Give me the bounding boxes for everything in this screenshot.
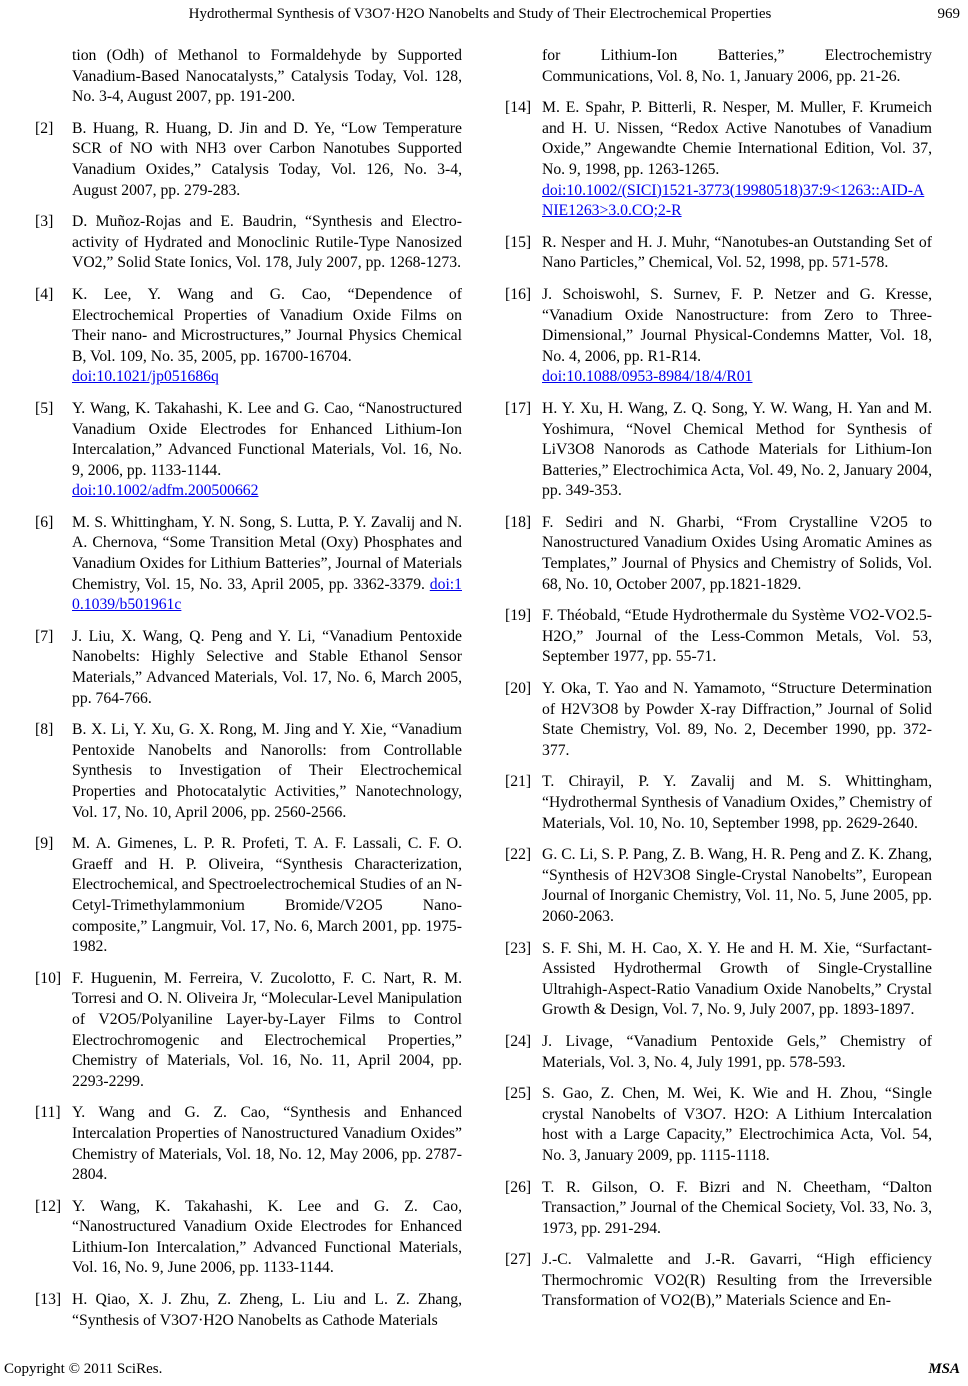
reference-number: [22]	[505, 846, 532, 864]
reference-number: [27]	[505, 1251, 532, 1269]
reference-text: J. Schoiswohl, S. Surnev, F. P. Netzer and G. Kresse, “Vanadium Oxide Nanostructure: from Zero to Three-Dimensional,” Journal Physical-Condemns Matter, Vol. 18, No. 4, 2006, pp. R1-R14.	[542, 285, 932, 365]
doi-link[interactable]: doi:10.1002/(SICI)1521-3773(19980518)37:9<1263::AID-ANIE1263>3.0.CO;2-R	[542, 181, 925, 220]
reference-text: F. Théobald, “Etude Hydrothermale du Système VO2-VO2.5-H2O,” Journal of the Less-Common Metals, Vol. 53, September 1977, pp. 55-71.	[542, 607, 932, 666]
reference-number: [24]	[505, 1032, 532, 1050]
reference-number: [19]	[505, 607, 532, 625]
reference-number: [18]	[505, 513, 532, 531]
reference-text: S. Gao, Z. Chen, M. Wei, K. Wie and H. Zhou, “Single crystal Nanobelts of V3O7. H2O: A Lithium Intercalation host with a Large Capacity,” Electrochimica Acta, Vol. 54, No. 3, January 2009, pp. 1115-1118.	[542, 1085, 932, 1164]
reference-16	[505, 285, 932, 388]
reference-number: [16]	[505, 285, 532, 303]
reference-text: J. Liu, X. Wang, Q. Peng and Y. Li, “Vanadium Pentoxide Nanobelts: Highly Selective and Stable Ethanol Sensor Materials,” Advanced Materials, Vol. 17, No. 6, March 2005, pp. 764-766.	[72, 627, 462, 707]
reference-text: B. X. Li, Y. Xu, G. X. Rong, M. Jing and Y. Xie, “Vanadium Pentoxide Nanobelts and Nanorolls: from Controllable Synthesis to Investigation of Their Electrochemical Properties and Photocatalytic Activities,” Nanotechnology, Vol. 17, No. 10, April 2006, pp. 2560-2566.	[72, 721, 462, 821]
reference-text: Y. Wang, K. Takahashi, K. Lee and G. Z. Cao, “Nanostructured Vanadium Oxide Electrodes for Enhanced Lithium-Ion Intercalation,” Advanced Functional Materials, Vol. 16, No. 9, June 2006, pp. 1133-1144.	[72, 1197, 462, 1277]
reference-number: [12]	[35, 1197, 62, 1215]
reference-11	[35, 1103, 462, 1185]
reference-text: K. Lee, Y. Wang and G. Cao, “Dependence of Electrochemical Properties of Vanadium Oxide Films on Their nano- and Microstructures,” Journal Physics Chemical B, Vol. 109, No. 35, 2005, pp. 16700-16704.	[72, 285, 462, 365]
reference-text: R. Nesper and H. J. Muhr, “Nanotubes-an Outstanding Set of Nano Particles,” Chemical, Vol. 52, 1998, pp. 571-578.	[542, 233, 932, 272]
reference-14	[505, 98, 932, 222]
reference-number: [15]	[505, 233, 532, 251]
running-head	[0, 4, 968, 24]
reference-number: [25]	[505, 1085, 532, 1103]
left-column	[35, 46, 462, 1342]
reference-13-continued	[505, 46, 932, 87]
reference-text: H. Qiao, X. J. Zhu, Z. Zheng, L. Liu and L. Z. Zhang, “Synthesis of V3O7·H2O Nanobelts as Cathode Materials	[72, 1291, 462, 1329]
right-column	[505, 46, 932, 1323]
reference-text: B. Huang, R. Huang, D. Jin and D. Ye, “Low Temperature SCR of NO with NH3 over Carbon Nanotubes Supported Vanadium Oxides,” Catalysis Today, Vol. 126, No. 3-4, August 2007, pp. 279-283.	[72, 119, 462, 199]
reference-5	[35, 399, 462, 502]
reference-number: [9]	[35, 835, 54, 853]
reference-23	[505, 939, 932, 1021]
reference-number: [3]	[35, 213, 54, 231]
reference-text: for Lithium-Ion Batteries,” Electrochemistry Communications, Vol. 8, No. 1, January 2006, pp. 21-26.	[542, 47, 932, 85]
reference-26	[505, 1178, 932, 1240]
reference-3	[35, 212, 462, 274]
reference-number: [2]	[35, 119, 54, 137]
reference-2	[35, 119, 462, 201]
reference-text: H. Y. Xu, H. Wang, Z. Q. Song, Y. W. Wang, H. Yan and M. Yoshimura, “Novel Chemical Method for Synthesis of LiV3O8 Nanorods as Cathode Materials for Lithium-Ion Batteries,” Electrochimica Acta, Vol. 49, No. 2, January 2004, pp. 349-353.	[542, 399, 932, 500]
reference-19	[505, 606, 932, 668]
reference-15	[505, 233, 932, 274]
page-number: 969	[937, 6, 960, 22]
reference-6	[35, 513, 462, 616]
reference-17	[505, 399, 932, 502]
reference-number: [6]	[35, 513, 54, 531]
reference-text: G. C. Li, S. P. Pang, Z. B. Wang, H. R. Peng and Z. K. Zhang, “Synthesis of H2V3O8 Single-Crystal Nanobelts”, European Journal of Inorganic Chemistry, Vol. 11, No. 5, June 2005, pp. 2060-2063.	[542, 846, 932, 925]
journal-abbreviation: MSA	[928, 1361, 960, 1377]
reference-number: [23]	[505, 939, 532, 957]
reference-10	[35, 969, 462, 1093]
reference-number: [17]	[505, 399, 532, 417]
reference-21	[505, 772, 932, 834]
doi-link[interactable]: doi:10.1039/b501961c	[72, 575, 462, 614]
reference-text: S. F. Shi, M. H. Cao, X. Y. He and H. M. Xie, “Surfactant-Assisted Hydrothermal Growth of Single-Crystalline Ultrahigh-Aspect-Ratio Vanadium Oxide Nanobelts,” Crystal Growth & Design, Vol. 7, No. 9, July 2007, pp. 1893-1897.	[542, 939, 932, 1019]
reference-number: [8]	[35, 721, 54, 739]
doi-link[interactable]: doi:10.1021/jp051686q	[72, 368, 219, 386]
reference-number: [5]	[35, 399, 54, 417]
reference-text: Y. Oka, T. Yao and N. Yamamoto, “Structure Determination of H2V3O8 by Powder X-ray Diffraction,” Journal of Solid State Chemistry, Vol. 89, No. 2, December 1990, pp. 372-377.	[542, 680, 932, 759]
reference-8	[35, 720, 462, 823]
reference-number: [7]	[35, 627, 54, 645]
reference-number: [26]	[505, 1178, 532, 1196]
reference-text: F. Huguenin, M. Ferreira, V. Zucolotto, F. C. Nart, R. M. Torresi and O. N. Oliveira Jr, “Molecular-Level Manipulation of V2O5/Polyaniline Layer-by-Layer Films to Control Electrochromogenic and Electrochemical Properties,” Chemistry of Materials, Vol. 16, No. 11, April 2004, pp. 2293-2299.	[72, 969, 462, 1090]
reference-text: M. E. Spahr, P. Bitterli, R. Nesper, M. Muller, F. Krumeich and H. U. Nissen, “Redox Active Nanotubes of Vanadium Oxide,” Angewandte Chemie International Edition, Vol. 37, No. 9, 1998, pp. 1263-1265.	[542, 99, 932, 178]
reference-9	[35, 834, 462, 958]
reference-number: [11]	[35, 1104, 61, 1122]
reference-12	[35, 1197, 462, 1279]
reference-18	[505, 513, 932, 595]
reference-13	[35, 1290, 462, 1331]
reference-text: T. Chirayil, P. Y. Zavalij and M. S. Whittingham, “Hydrothermal Synthesis of Vanadium Oxides,” Chemistry of Materials, Vol. 10, No. 10, September 1998, pp. 2629-2640.	[542, 773, 932, 832]
doi-link[interactable]: doi:10.1002/adfm.200500662	[72, 482, 259, 500]
reference-text: J. Livage, “Vanadium Pentoxide Gels,” Chemistry of Materials, Vol. 3, No. 4, July 1991, pp. 578-593.	[542, 1032, 932, 1071]
reference-text: Y. Wang and G. Z. Cao, “Synthesis and Enhanced Intercalation Properties of Nanostructured Vanadium Oxides” Chemistry of Materials, Vol. 18, No. 12, May 2006, pp. 2787-2804.	[72, 1104, 462, 1184]
reference-number: [21]	[505, 773, 532, 791]
reference-text: J.-C. Valmalette and J.-R. Gavarri, “High efficiency Thermochromic VO2(R) Resulting from the Irreversible Transformation of VO2(B),” Materials Science and En-	[542, 1251, 932, 1310]
reference-20	[505, 679, 932, 761]
reference-4	[35, 285, 462, 388]
page-footer	[4, 1358, 964, 1380]
reference-text: tion (Odh) of Methanol to Formaldehyde by Supported Vanadium-Based Nanocatalysts,” Catalysis Today, Vol. 128, No. 3-4, August 2007, pp. 191-200.	[72, 47, 462, 106]
reference-text: M. S. Whittingham, Y. N. Song, S. Lutta, P. Y. Zavalij and N. A. Chernova, “Some Transition Metal (Oxy) Phosphates and Vanadium Oxides for Lithium Batteries”, Journal of Materials Chemistry, Vol. 15, No. 33, April 2005, pp. 3362-3379.	[72, 513, 462, 593]
reference-number: [14]	[505, 99, 532, 117]
reference-number: [4]	[35, 285, 54, 303]
reference-24	[505, 1032, 932, 1073]
reference-25	[505, 1084, 932, 1166]
reference-27	[505, 1250, 932, 1312]
reference-text: Y. Wang, K. Takahashi, K. Lee and G. Cao, “Nanostructured Vanadium Oxide Electrodes for Enhanced Lithium-Ion Intercalation,” Advanced Functional Materials, Vol. 16, No. 9, 2006, pp. 1133-1144.	[72, 399, 462, 479]
reference-text: D. Muñoz-Rojas and E. Baudrin, “Synthesis and Electro-activity of Hydrated and Monoclinic Rutile-Type Nanosized VO2,” Solid State Ionics, Vol. 178, July 2007, pp. 1268-1273.	[72, 213, 462, 272]
reference-text: F. Sediri and N. Gharbi, “From Crystalline V2O5 to Nanostructured Vanadium Oxides Using Aromatic Amines as Templates,” Journal of Physics and Chemistry of Solids, Vol. 68, No. 10, October 2007, pp.1821-1829.	[542, 513, 932, 593]
reference-7	[35, 627, 462, 709]
doi-link[interactable]: doi:10.1088/0953-8984/18/4/R01	[542, 368, 753, 386]
reference-number: [10]	[35, 969, 62, 987]
copyright-notice: Copyright © 2011 SciRes.	[4, 1361, 163, 1377]
running-title: Hydrothermal Synthesis of V3O7·H2O Nanobelts and Study of Their Electrochemical Properties	[188, 6, 772, 22]
reference-1-continued	[35, 46, 462, 108]
reference-number: [20]	[505, 680, 532, 698]
reference-22	[505, 845, 932, 927]
reference-text: M. A. Gimenes, L. P. R. Profeti, T. A. F. Lassali, C. F. O. Graeff and H. P. Oliveira, “Synthesis Characterization, Electrochemical, and Spectroelectrochemical Studies of an N-Cetyl-Trimethylammonium Bromide/V2O5 Nano-composite,” Langmuir, Vol. 17, No. 6, March 2001, pp. 1975-1982.	[72, 835, 462, 956]
reference-text: T. R. Gilson, O. F. Bizri and N. Cheetham, “Dalton Transaction,” Journal of the Chemical Society, Vol. 33, No. 3, 1973, pp. 291-294.	[542, 1178, 932, 1237]
reference-number: [13]	[35, 1291, 62, 1309]
